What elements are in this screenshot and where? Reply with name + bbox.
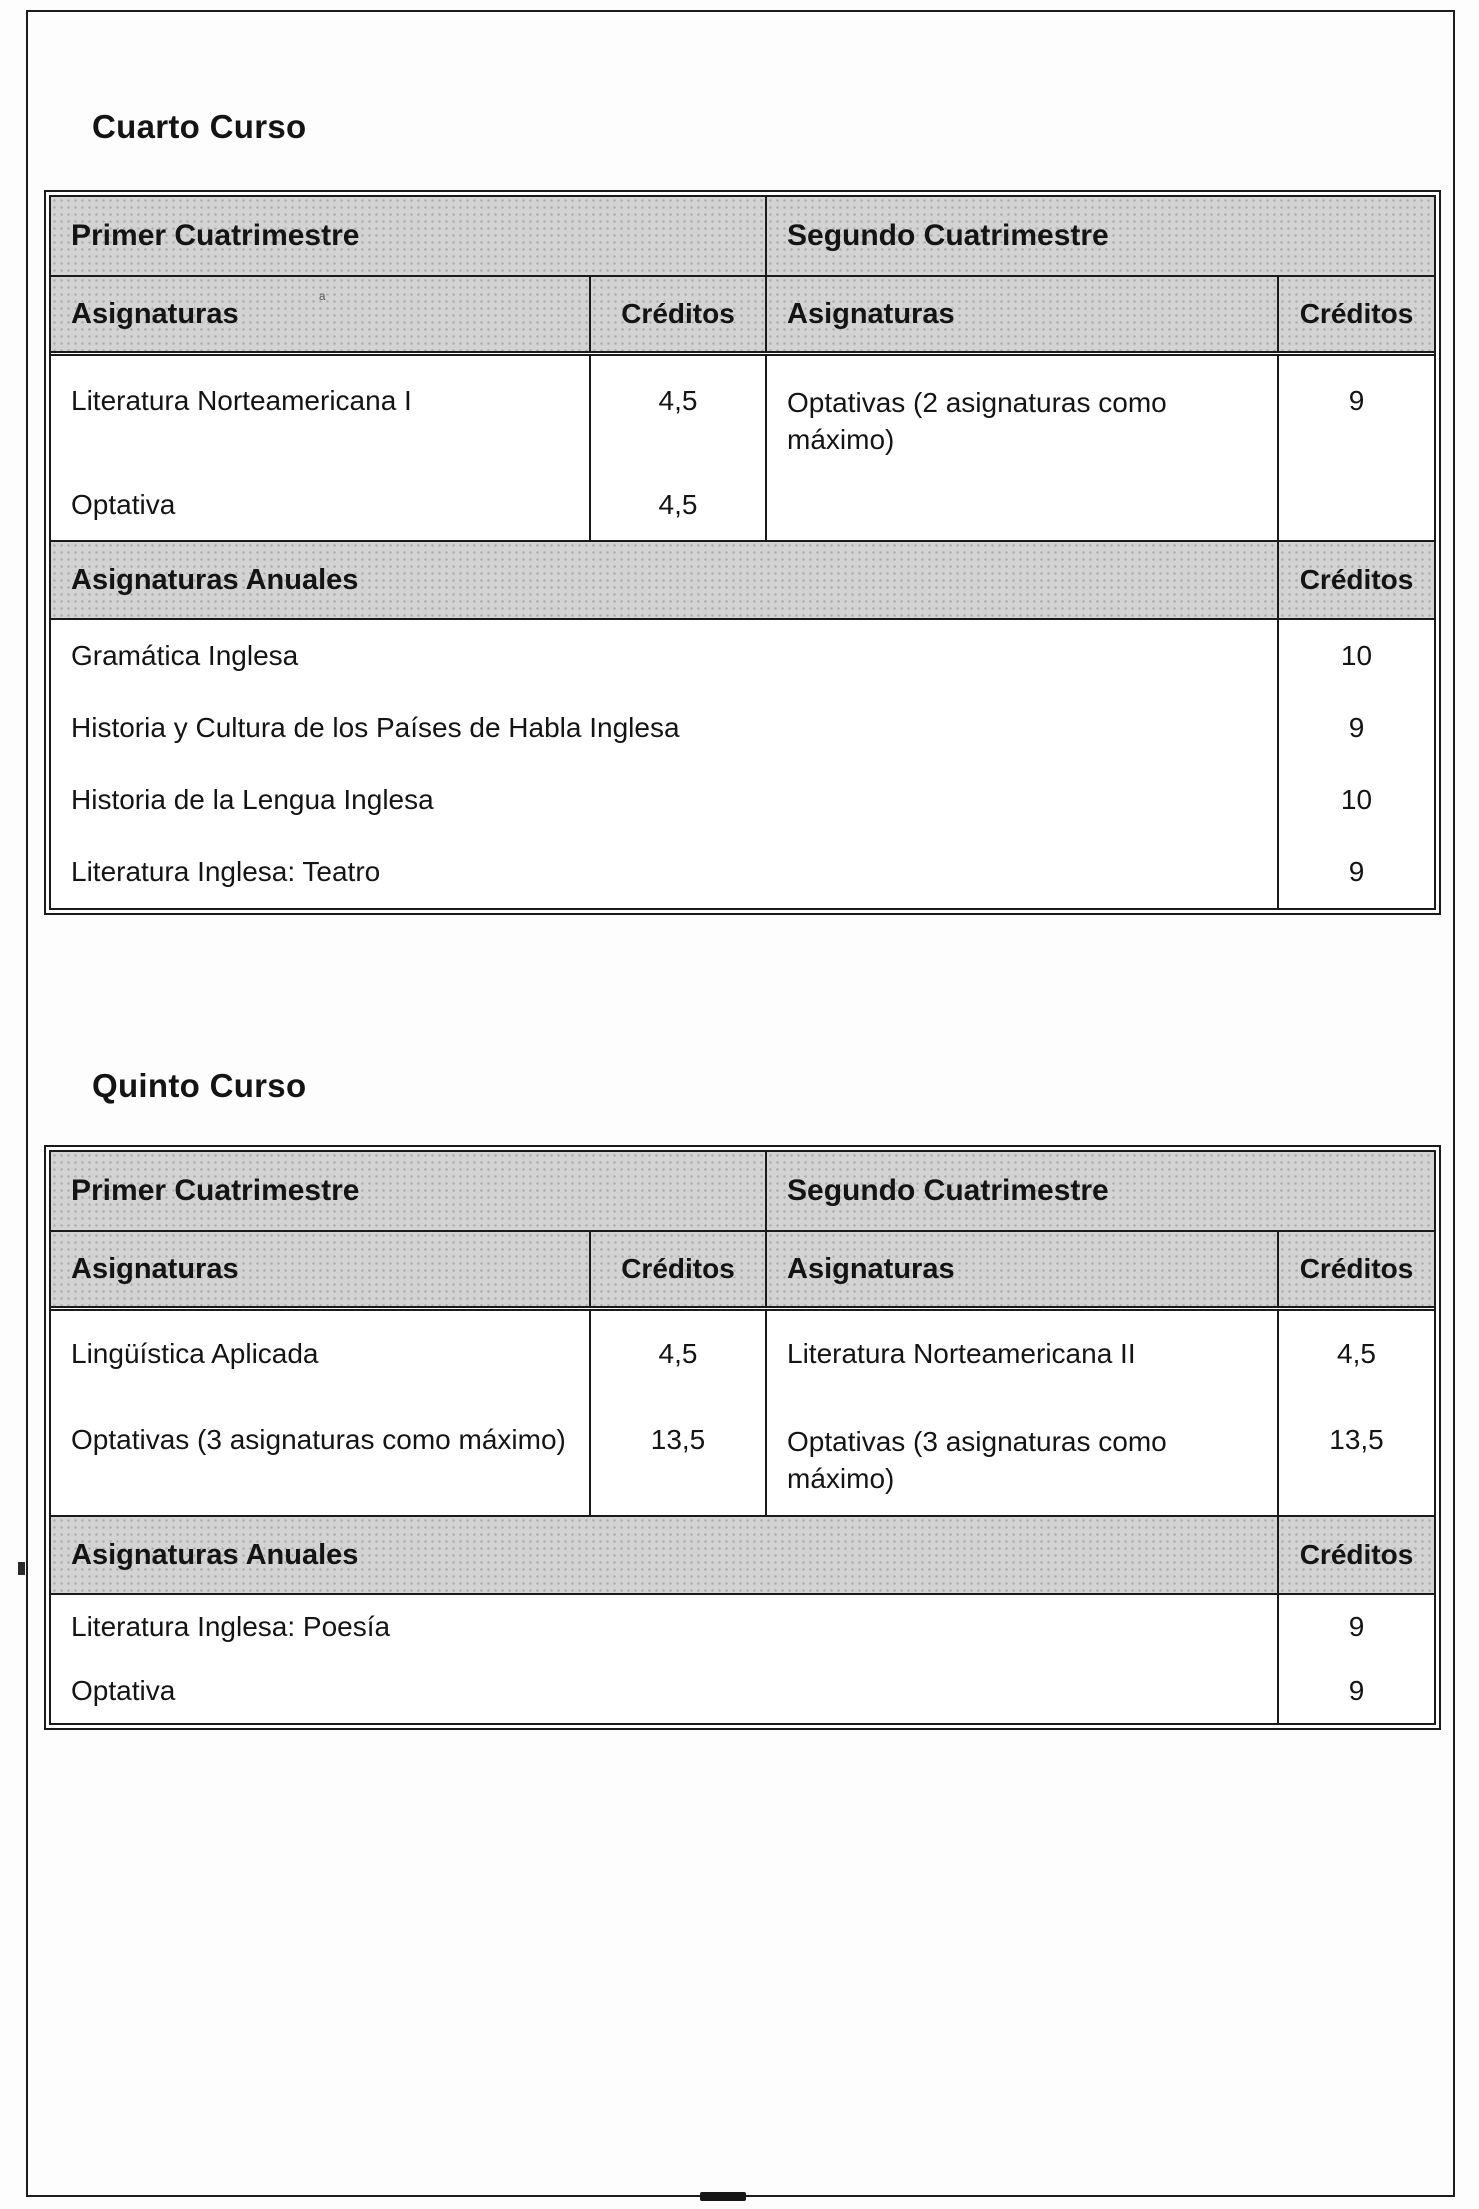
segundo-cuatrimestre-header: Segundo Cuatrimestre (767, 1152, 1434, 1230)
asignaturas-header: Asignaturas (767, 1232, 1279, 1306)
credits-value (1279, 1311, 1434, 1397)
column-header-row (51, 277, 1434, 356)
subject: Literatura Norteamericana I (71, 385, 412, 416)
subject: Optativa (71, 489, 176, 520)
credits-text: 4,5 (658, 1338, 698, 1369)
credits-value: 4,5 (658, 489, 698, 520)
annual-subject-row (51, 1659, 1434, 1723)
segundo-subjects-cell (767, 356, 1279, 540)
semester-subjects-row (51, 1311, 1434, 1397)
primer-cuatrimestre-header: Primer Cuatrimestre (51, 1152, 767, 1230)
subject: Literatura Inglesa: Teatro (51, 836, 1279, 908)
scan-smudge-artifact (700, 2192, 746, 2201)
credits-value: 9 (1348, 712, 1365, 743)
credits-value: 9 (1348, 856, 1365, 887)
subject: Optativas (2 asignaturas como máximo) (787, 387, 1167, 455)
credits-value: 9 (1348, 385, 1365, 416)
annual-subject-row (51, 764, 1434, 836)
subject (767, 1311, 1279, 1397)
credits-text: 13,5 (1329, 1424, 1384, 1455)
annual-subject-row (51, 692, 1434, 764)
creditos-header: Créditos (1279, 277, 1434, 351)
credits-value: 4,5 (658, 385, 698, 416)
subject: Gramática Inglesa (51, 620, 1279, 692)
page-border-frame (26, 10, 1455, 2197)
scan-artifact-mark: ᵃ (319, 289, 326, 308)
subject-text: Optativas (3 asignaturas como máximo) (787, 1426, 1167, 1494)
segundo-cuatrimestre-header: Segundo Cuatrimestre (767, 197, 1434, 275)
asignaturas-anuales-header: Asignaturas Anuales (51, 542, 1279, 618)
annual-subject-row (51, 620, 1434, 692)
primer-subjects-cell (51, 356, 591, 540)
semester-header-row (51, 1152, 1434, 1232)
annual-header-row (51, 542, 1434, 620)
annual-header-row (51, 1517, 1434, 1595)
creditos-header: Créditos (591, 277, 767, 351)
creditos-header: Créditos (1279, 542, 1434, 618)
cuarto-curso-table (44, 190, 1441, 915)
credits-value (591, 1397, 767, 1515)
subject (51, 1397, 591, 1515)
credits-value: 9 (1348, 1611, 1365, 1642)
section-heading-cuarto-curso: Cuarto Curso (92, 108, 307, 145)
semester-subjects-row (51, 1397, 1434, 1517)
subject (767, 1397, 1279, 1515)
quinto-curso-table (44, 1145, 1441, 1730)
credits-value: 10 (1340, 784, 1373, 815)
credits-value (591, 1311, 767, 1397)
asignaturas-header: Asignaturas (767, 277, 1279, 351)
subject-text: Optativas (3 asignaturas como máximo) (71, 1424, 566, 1455)
subject: Optativa (51, 1659, 1279, 1723)
primer-cuatrimestre-header: Primer Cuatrimestre (51, 197, 767, 275)
subject (51, 1311, 591, 1397)
asignaturas-header-label: Asignaturas (71, 297, 239, 330)
asignaturas-anuales-header: Asignaturas Anuales (51, 1517, 1279, 1593)
column-header-row (51, 1232, 1434, 1311)
credits-text: 4,5 (1337, 1338, 1376, 1369)
section-heading-quinto-curso: Quinto Curso (92, 1067, 307, 1104)
creditos-header: Créditos (1279, 1517, 1434, 1593)
subject-text: Lingüística Aplicada (71, 1338, 319, 1369)
semester-subjects-body (51, 356, 1434, 542)
creditos-header: Créditos (1279, 1232, 1434, 1306)
creditos-header: Créditos (591, 1232, 767, 1306)
credits-value: 10 (1340, 640, 1373, 671)
credits-text: 13,5 (650, 1424, 706, 1455)
subject-text: Literatura Norteamericana II (787, 1338, 1136, 1369)
asignaturas-header (51, 277, 591, 351)
credits-value (1279, 1397, 1434, 1515)
scan-edge-artifact (18, 1562, 25, 1575)
asignaturas-header: Asignaturas (51, 1232, 591, 1306)
annual-subject-row (51, 1595, 1434, 1659)
credits-value: 9 (1348, 1675, 1365, 1706)
semester-header-row (51, 197, 1434, 277)
annual-subject-row (51, 836, 1434, 908)
subject: Literatura Inglesa: Poesía (51, 1595, 1279, 1659)
primer-credits-cell (591, 356, 767, 540)
segundo-credits-cell (1279, 356, 1434, 540)
subject: Historia y Cultura de los Países de Habla Inglesa (51, 692, 1279, 764)
subject: Historia de la Lengua Inglesa (51, 764, 1279, 836)
